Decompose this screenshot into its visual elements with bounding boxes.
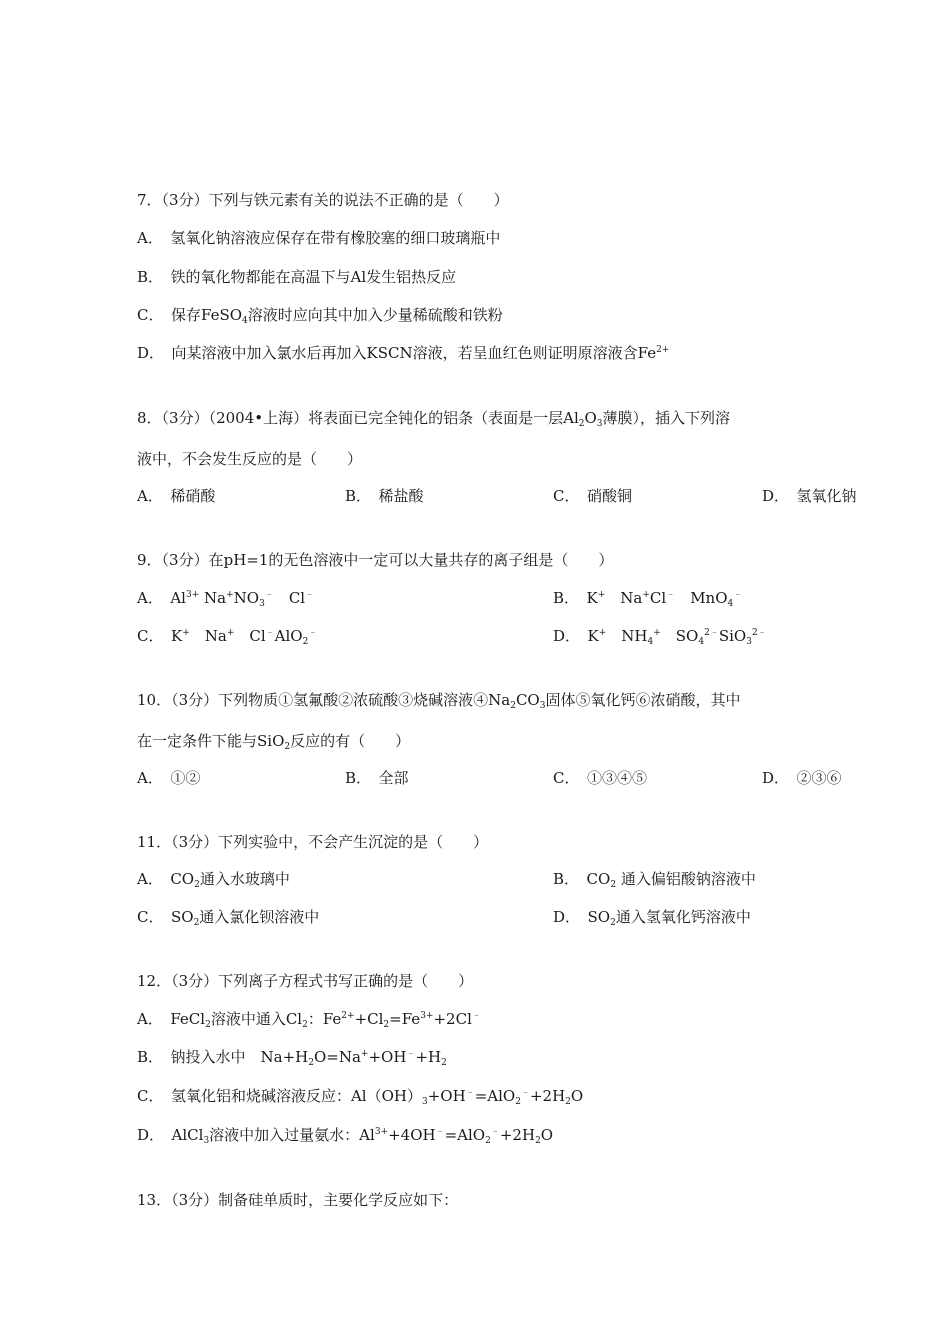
q10-option-a: A． ①② — [137, 769, 201, 787]
q8-stem-line1: 8．（3分）（2004•上海）将表面已完全钝化的铝条（表面是一层$Al_2O_3$薄膜），插入下列溶 — [137, 409, 731, 429]
q7-option-a: A． 氢氧化钠溶液应保存在带有橡胶塞的细口玻璃瓶中 — [137, 229, 501, 247]
q7-option-c: C． 保存FeSO$_4$溶液时应向其中加入少量稀硫酸和铁粉 — [137, 306, 503, 326]
q9-option-b: B． K+ Na+Cl﹣ MnO$_4$﹣ — [553, 589, 743, 609]
q7-option-b: B． 铁的氧化物都能在高温下与Al发生铝热反应 — [137, 268, 457, 286]
q7-stem: 7．（3分）下列与铁元素有关的说法不正确的是（ ） — [137, 191, 509, 209]
q11-option-d: D． $SO_2$通入氢氧化钙溶液中 — [553, 908, 751, 928]
q7-option-d: D． 向某溶液中加入氯水后再加入KSCN溶液，若呈血红色则证明原溶液含$Fe^{2+}$ — [137, 344, 670, 362]
q11-stem: 11．（3分）下列实验中，不会产生沉淀的是（ ） — [137, 833, 489, 851]
q12-option-a: A． FeCl$_2$溶液中通入$Cl_2$：$Fe^{2+}+Cl_2=Fe^{3+}+2Cl^﹣$ — [137, 1010, 481, 1030]
q12-option-c: C． 氢氧化铝和烧碱溶液反应：$Al(OH)_3+OH^﹣=AlO_2^﹣+2H_2O$ — [137, 1087, 584, 1107]
q9-option-c: C． K+ Na+ Cl﹣AlO$_2$﹣ — [137, 627, 318, 647]
q11-option-b: B． $CO_2$ 通入偏铝酸钠溶液中 — [553, 870, 756, 890]
q12-option-b: B． 钠投入水中 $Na+H_2O=Na^++OH^﹣+H_2$ — [137, 1048, 447, 1068]
q8-stem-line2: 液中，不会发生反应的是（ ） — [137, 450, 363, 468]
q8-option-b: B． 稀盐酸 — [345, 487, 424, 505]
q9-option-d: D． K+ $NH_4^+$ $SO_4^{2﹣}SiO_3^{2﹣}$ — [553, 627, 767, 647]
q10-stem-line1: 10．（3分）下列物质①氢氟酸②浓硫酸③烧碱溶液$④Na_2CO_3$固体⑤氧化钙⑥浓硝酸，其中 — [137, 691, 741, 711]
q11-option-a: A． $CO_2$通入水玻璃中 — [137, 870, 290, 890]
q10-option-b: B． 全部 — [345, 769, 409, 787]
q11-option-c: C． $SO_2$通入氯化钡溶液中 — [137, 908, 320, 928]
q12-option-d: D． AlCl$_3$溶液中加入过量氨水：$Al^{3+}+4OH^﹣=AlO_2^﹣+2H_2O$ — [137, 1126, 554, 1146]
q9-option-a: A． $Al^{3+}$ $Na^+NO_3^﹣$ Cl﹣ — [137, 589, 315, 609]
q8-option-d: D． 氢氧化钠 — [762, 487, 857, 505]
q9-stem: 9．（3分）在pH=1的无色溶液中一定可以大量共存的离子组是（ ） — [137, 551, 614, 569]
q12-stem: 12．（3分）下列离子方程式书写正确的是（ ） — [137, 972, 474, 990]
q8-option-a: A． 稀硝酸 — [137, 487, 216, 505]
q10-option-d: D． ②③⑥ — [762, 769, 842, 787]
q8-option-c: C． 硝酸铜 — [553, 487, 632, 505]
q10-stem-line2: 在一定条件下能与SiO$_2$反应的有（ ） — [137, 732, 411, 752]
q13-stem: 13．（3分）制备硅单质时，主要化学反应如下： — [137, 1191, 459, 1209]
q10-option-c: C． ①③④⑤ — [553, 769, 647, 787]
